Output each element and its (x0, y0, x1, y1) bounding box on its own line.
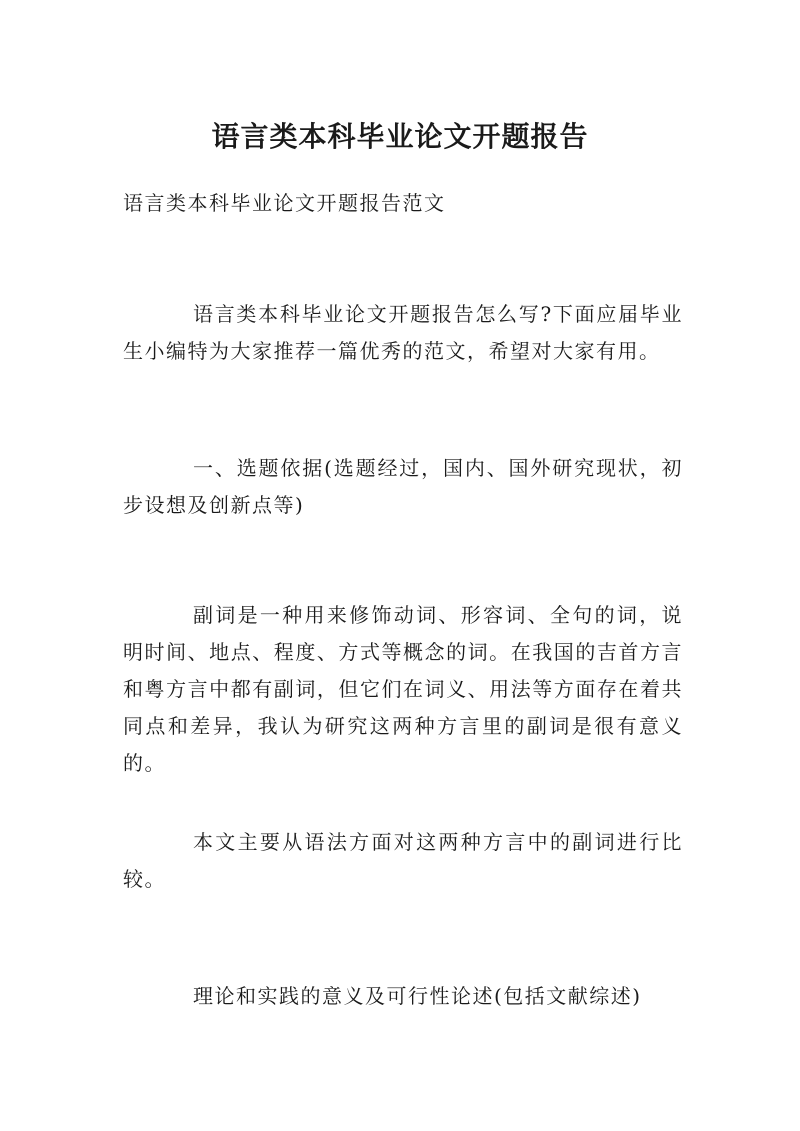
document-title: 语言类本科毕业论文开题报告 (211, 119, 589, 153)
body-paragraph: 副词是一种用来修饰动词、形容词、全句的词，说明时间、地点、程度、方式等概念的词。在我国的吉首方言和粤方言中都有副词，但它们在词义、用法等方面存在着共同点和差异，我认为研究这两种方言里的副词是很有意义的。 (123, 603, 683, 775)
section-heading-paragraph: 一、选题依据(选题经过，国内、国外研究现状，初步设想及创新点等) (123, 456, 683, 517)
intro-paragraph: 语言类本科毕业论文开题报告怎么写?下面应届毕业生小编特为大家推荐一篇优秀的范文，希望对大家有用。 (123, 302, 683, 363)
subtitle-paragraph: 语言类本科毕业论文开题报告范文 (123, 191, 446, 215)
body-paragraph: 本文主要从语法方面对这两种方言中的副词进行比较。 (123, 830, 683, 891)
section-heading-paragraph: 理论和实践的意义及可行性论述(包括文献综述) (193, 984, 642, 1008)
